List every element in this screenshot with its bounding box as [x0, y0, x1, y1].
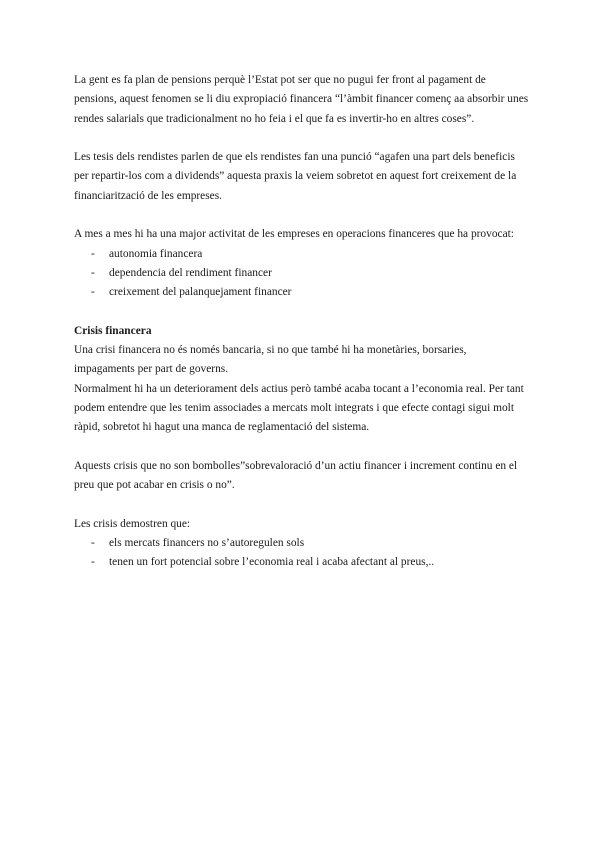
dash-bullet: - [91, 247, 95, 260]
paragraph-rentier-thesis: Les tesis dels rendistes parlen de que els rendistes fan una punció “agafen una part dels beneficis per repartir-los com a dividends” aquesta praxis la veiem sobretot en aquest fort creixement de la financiarització de les empreses. [74, 151, 517, 202]
list-item-text: els mercats financers no s’autoregulen sols [109, 537, 305, 550]
list-item-text: creixement del palanquejament financer [109, 286, 292, 299]
list-crisis-lessons [74, 534, 530, 573]
list-item-text: dependencia del rendiment financer [109, 266, 272, 279]
paragraph-financial-activity: A mes a mes hi ha una major activitat de les empreses en operacions financeres que ha provocat: [74, 228, 514, 241]
list-item [74, 245, 530, 264]
dash-bullet: - [91, 266, 95, 279]
paragraph-crises-demonstrate: Les crisis demostren que: [74, 517, 191, 530]
list-item [74, 283, 530, 302]
section-heading: Crisis financera [74, 324, 152, 337]
paragraph-bubbles: Aquests crisis que no son bombolles”sobrevaloració d’un actiu financer i increment continu en el preu que pot acabar en crisis o no”. [74, 459, 518, 492]
crisis-paragraph-types: Una crisi financera no és només bancaria, si no que també hi ha monetàries, borsaries, impagaments per part de governs. [74, 344, 467, 376]
list-item [74, 264, 530, 283]
crisis-paragraph-contagion: Normalment hi ha un deteriorament dels actius però també acaba tocant a l’economia real. Per tant podem entendre que les tenim associades a mercats molt integrats i que efecte contagi sigui molt ràpid, sobretot hi hagut una manca de reglamentació del sistema. [74, 382, 524, 434]
dash-bullet: - [91, 556, 95, 569]
dash-bullet: - [91, 286, 95, 299]
list-item [74, 553, 530, 572]
list-financial-effects [74, 245, 530, 303]
list-item-text: tenen un fort potencial sobre l’economia real i acaba afectant al preus,.. [109, 556, 435, 569]
list-item [74, 534, 530, 553]
paragraph-pension-plans: La gent es fa plan de pensions perquè l’Estat pot ser que no pugui fer front al pagament de pensions, aquest fenomen se li diu expropiació financera “l’àmbit financer començ aa absorbir unes rendes salarials que tradicionalment no ho feia i el que fa es invertir-ho en altres coses”. [74, 74, 529, 125]
section-financial-crisis [74, 322, 530, 438]
list-item-text: autonomia financera [109, 247, 203, 260]
dash-bullet: - [91, 537, 95, 550]
